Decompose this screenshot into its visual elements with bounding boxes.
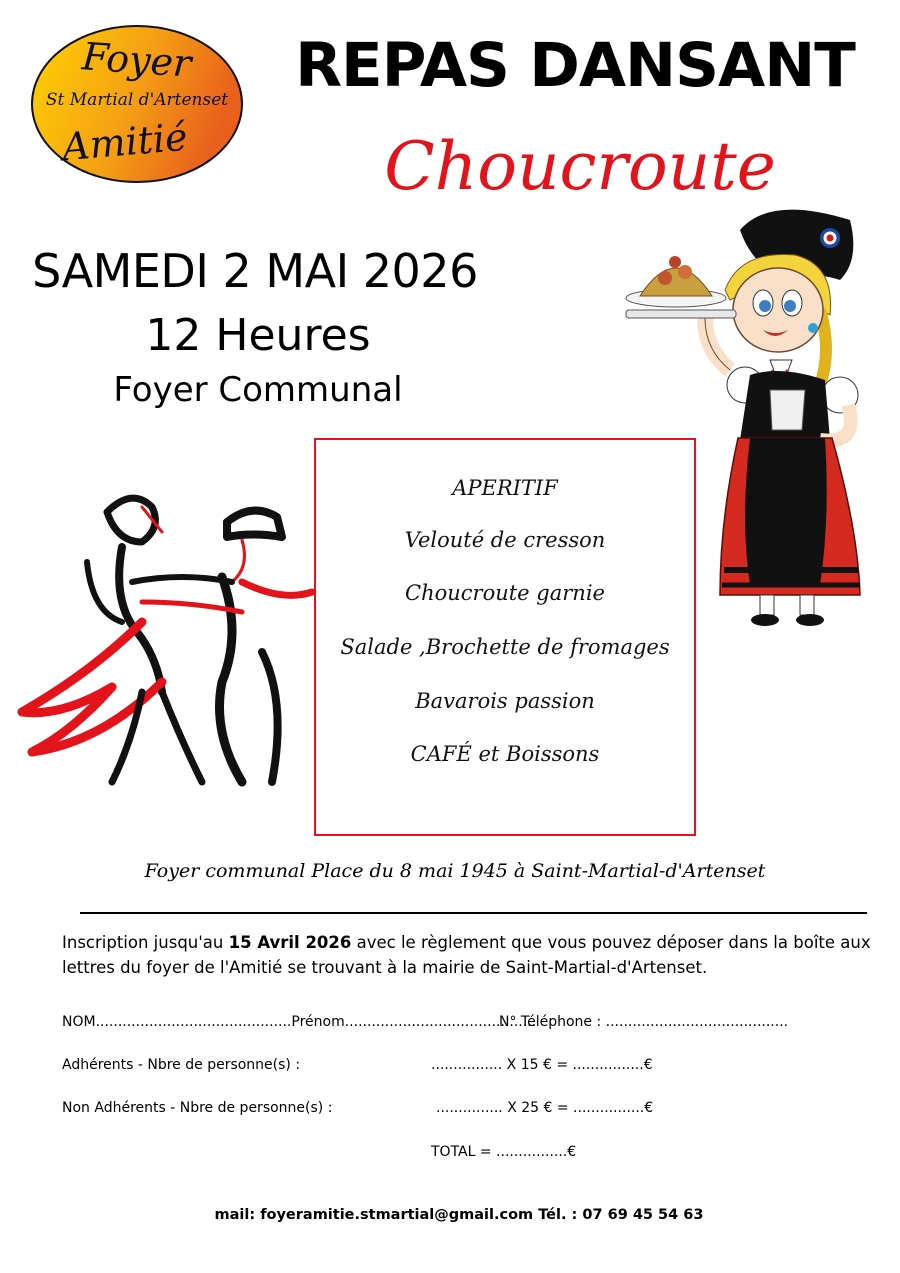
event-subtitle: Choucroute [384,128,776,205]
inscription-prefix: Inscription jusqu'au [62,933,229,952]
event-venue: Foyer Communal [113,370,403,410]
form-nom-label: NOM............................................ [62,1014,292,1030]
event-title: REPAS DANSANT [295,30,855,101]
form-non-adherents-label: Non Adhérents - Nbre de personne(s) : [62,1100,333,1116]
logo-foyer-text: Foyer [80,34,193,86]
divider [80,912,867,914]
inscription-text [62,930,872,980]
event-date: SAMEDI 2 MAI 2026 [32,244,478,298]
form-adherents-calc[interactable]: ................ X 15 € = ................€ [431,1057,653,1073]
event-time: 12 Heures [145,310,371,361]
menu-item-choucroute: Choucroute garnie [405,581,605,605]
event-address: Foyer communal Place du 8 mai 1945 à Saint-Martial-d'Artenset [144,860,766,882]
form-total[interactable]: TOTAL = ................€ [431,1144,577,1160]
menu-item-veloute: Velouté de cresson [404,528,606,552]
form-non-adherents-calc[interactable]: ............... X 25 € = ................€ [436,1100,654,1116]
form-prenom-label: Prénom........................................... [291,1014,537,1030]
menu-box [314,438,696,836]
logo [30,24,244,184]
form-nom-field[interactable] [62,1014,536,1030]
inscription-deadline: 15 Avril 2026 [228,933,352,952]
contact-footer: mail: foyeramitie.stmartial@gmail.com Tél. : 07 69 45 54 63 [214,1207,704,1223]
logo-location-text: St Martial d'Artenset [45,90,229,110]
menu-item-dessert: Bavarois passion [415,689,595,713]
menu-item-aperitif: APERITIF [452,476,558,500]
form-telephone-field[interactable]: N° Téléphone : ......................................... [499,1014,789,1030]
form-adherents-label: Adhérents - Nbre de personne(s) : [62,1057,301,1073]
menu-item-cafe: CAFÉ et Boissons [410,742,600,766]
dancing-couple-illustration [12,482,322,792]
logo-amitie-text: Amitié [60,114,190,170]
inscription-suffix: avec le règlement que vous pouvez déposer dans la boîte aux lettres du foyer de l'Amitié se trouvant à la mairie de Saint-Martial-d'Artenset. [62,933,871,977]
menu-item-salade: Salade ,Brochette de fromages [340,635,670,659]
